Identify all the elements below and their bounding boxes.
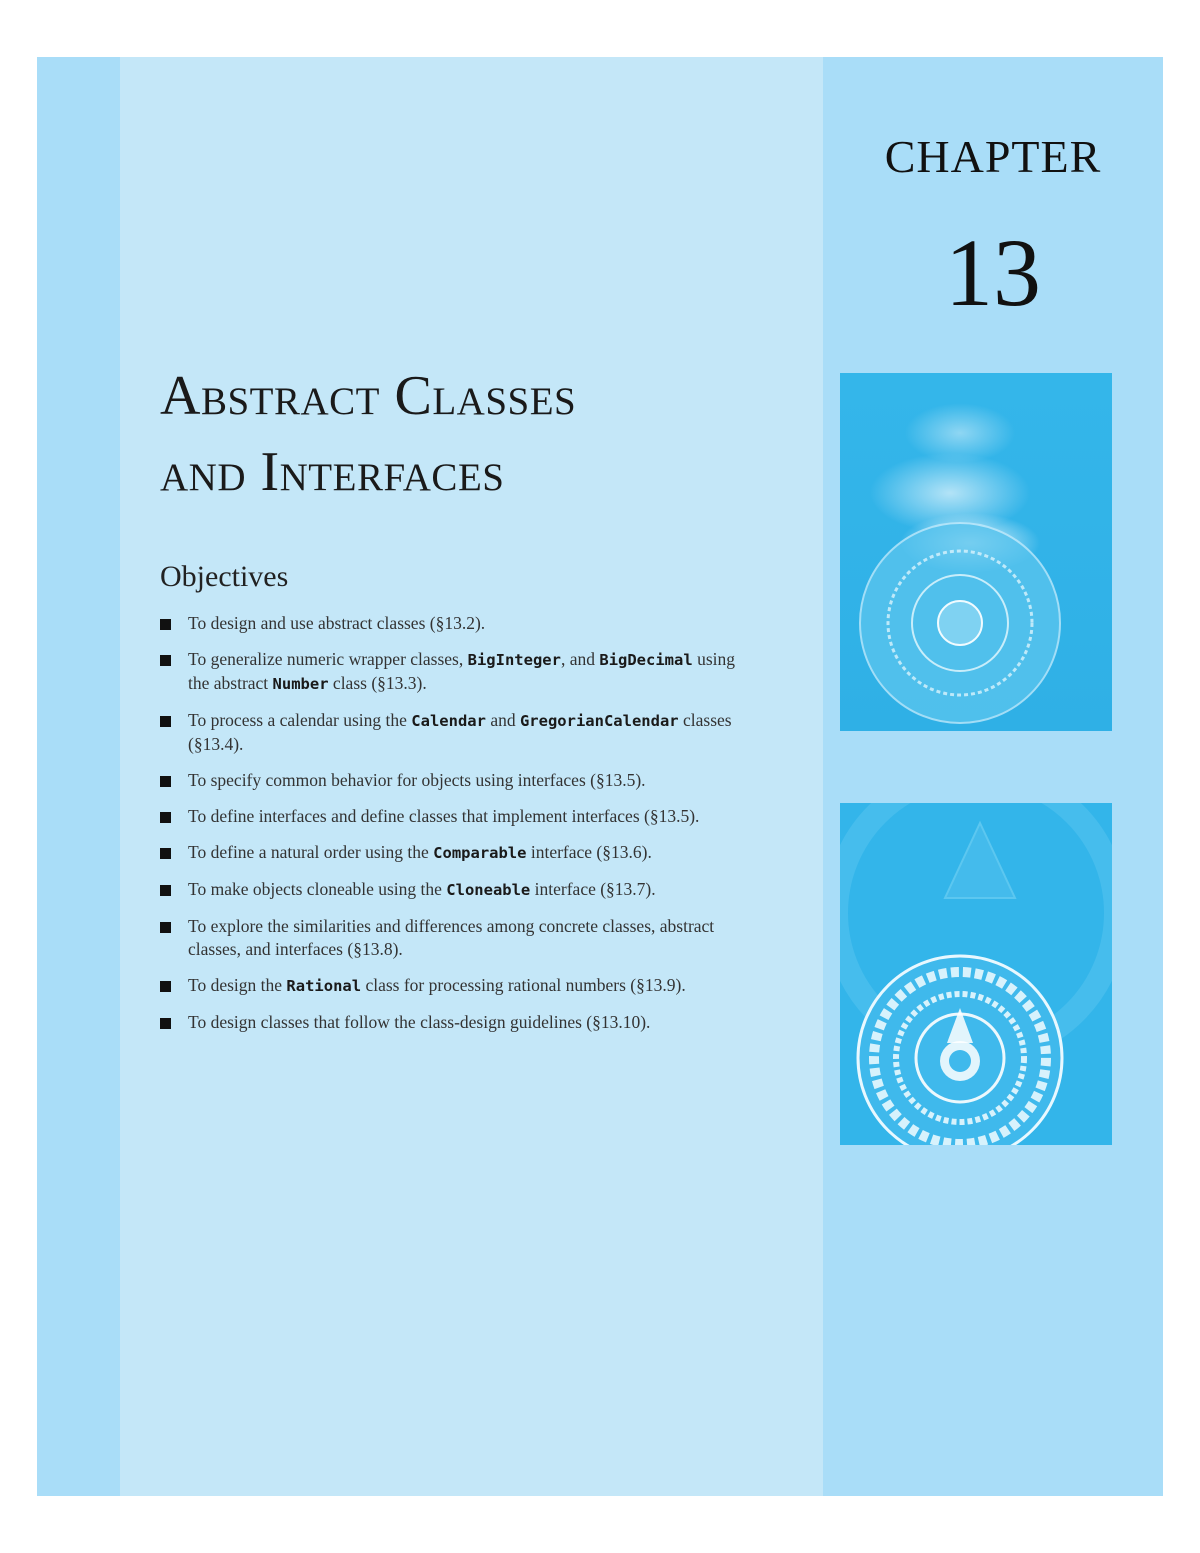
aztec-calendar-pattern-image	[840, 803, 1112, 1145]
objective-code-term: BigDecimal	[599, 651, 693, 669]
objective-text: and	[485, 710, 520, 730]
objective-item	[160, 612, 750, 635]
square-bullet-icon	[160, 716, 171, 727]
objective-item	[160, 915, 750, 961]
chapter-title-line-1: Abstract Classes	[160, 365, 577, 427]
aztec-calendar-clouds-icon	[840, 373, 1112, 731]
square-bullet-icon	[160, 776, 171, 787]
objective-text: To define a natural order using the	[188, 842, 434, 862]
objective-text: To define interfaces and define classes that implement interfaces (§13.5).	[188, 806, 700, 826]
objective-code-term: Rational	[286, 977, 362, 995]
objective-item	[160, 709, 750, 756]
square-bullet-icon	[160, 619, 171, 630]
objective-text: To design classes that follow the class-design guidelines (§13.10).	[188, 1012, 651, 1032]
objectives-list	[160, 612, 750, 1047]
chapter-title	[160, 365, 780, 520]
objective-code-term: Calendar	[411, 712, 486, 730]
square-bullet-icon	[160, 981, 171, 992]
objective-code-term: Comparable	[433, 844, 527, 862]
objective-text: class for processing rational numbers (§13.9).	[361, 975, 686, 995]
chapter-label: CHAPTER	[884, 131, 1102, 182]
chapter-number: 13	[945, 219, 1041, 326]
square-bullet-icon	[160, 922, 171, 933]
square-bullet-icon	[160, 1018, 171, 1029]
square-bullet-icon	[160, 812, 171, 823]
objective-text: To make objects cloneable using the	[188, 879, 447, 899]
objective-code-term: BigInteger	[467, 651, 561, 669]
aztec-calendar-clouds-image	[840, 373, 1112, 731]
objective-item	[160, 648, 750, 696]
left-margin-strip	[37, 57, 120, 1496]
objective-item	[160, 805, 750, 828]
objective-text: To explore the similarities and differences among concrete classes, abstract classes, and interfaces (§13.8).	[188, 916, 715, 959]
square-bullet-icon	[160, 885, 171, 896]
objective-text: , and	[560, 649, 600, 669]
objective-item	[160, 878, 750, 902]
objective-text: classes (§13.4).	[188, 710, 732, 754]
objective-text: To process a calendar using the	[188, 710, 412, 730]
objective-item	[160, 974, 750, 998]
aztec-calendar-pattern-icon	[840, 803, 1112, 1145]
chapter-title-line-2: and Interfaces	[160, 441, 505, 503]
objective-text: To design and use abstract classes (§13.2).	[188, 613, 486, 633]
objective-text: interface (§13.7).	[530, 879, 656, 899]
objective-code-term: GregorianCalendar	[519, 712, 679, 730]
objective-code-term: Cloneable	[446, 881, 531, 899]
objective-code-term: Number	[272, 675, 329, 693]
objective-item	[160, 841, 750, 865]
objectives-heading: Objectives	[160, 560, 289, 593]
square-bullet-icon	[160, 655, 171, 666]
objective-text: class (§13.3).	[328, 673, 427, 693]
objective-item	[160, 769, 750, 792]
objective-item	[160, 1011, 750, 1034]
objective-text: using the abstract	[188, 649, 735, 693]
objective-text: To specify common behavior for objects using interfaces (§13.5).	[188, 770, 646, 790]
objective-text: interface (§13.6).	[526, 842, 652, 862]
objective-text: To design the	[188, 975, 287, 995]
square-bullet-icon	[160, 848, 171, 859]
objective-text: To generalize numeric wrapper classes,	[188, 649, 468, 669]
